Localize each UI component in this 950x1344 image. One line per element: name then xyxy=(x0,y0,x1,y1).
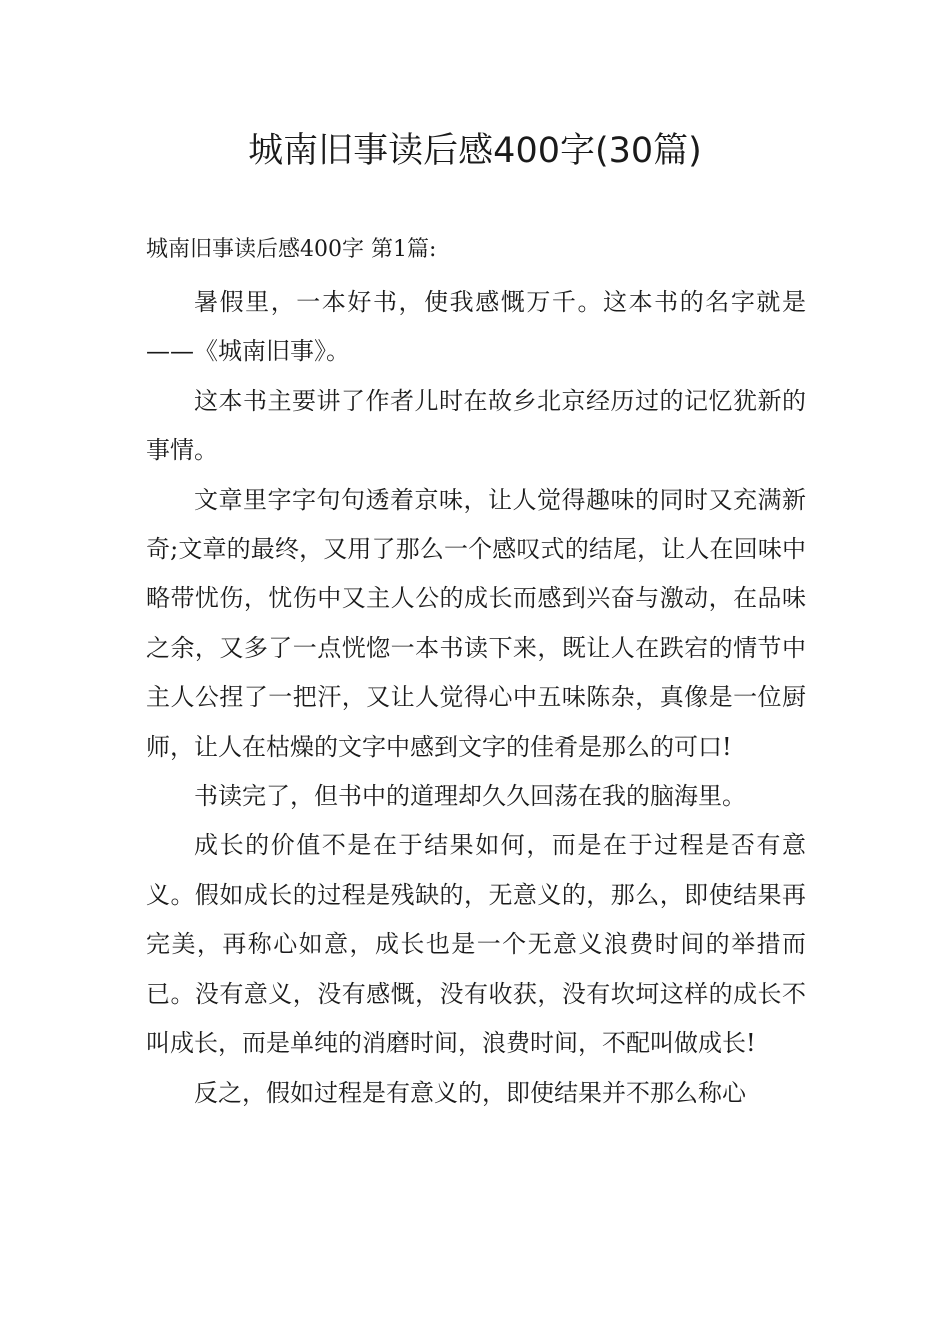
paragraph: 文章里字字句句透着京味，让人觉得趣味的同时又充满新奇;文章的最终，又用了那么一个感叹式的结尾，让人在回味中略带忧伤，忧伤中又主人公的成长而感到兴奋与激动，在品味之余，又多了一点恍惚一本书读下来，既让人在跌宕的情节中主人公捏了一把汗，又让人觉得心中五味陈杂，真像是一位厨师，让人在枯燥的文字中感到文字的佳肴是那么的可口! xyxy=(146,485,806,761)
paragraph: 这本书主要讲了作者儿时在故乡北京经历过的记忆犹新的事情。 xyxy=(146,386,806,465)
paragraph: 成长的价值不是在于结果如何，而是在于过程是否有意义。假如成长的过程是残缺的，无意义的，那么，即使结果再完美，再称心如意，成长也是一个无意义浪费时间的举措而已。没有意义，没有感慨，没有收获，没有坎坷这样的成长不叫成长，而是单纯的消磨时间，浪费时间，不配叫做成长! xyxy=(146,831,806,1058)
section-heading: 城南旧事读后感400字 第1篇: xyxy=(146,237,437,262)
paragraph: 书读完了，但书中的道理却久久回荡在我的脑海里。 xyxy=(194,782,746,811)
paragraph: 反之，假如过程是有意义的，即使结果并不那么称心 xyxy=(194,1078,746,1107)
document-title: 城南旧事读后感400字(30篇) xyxy=(248,131,702,171)
paragraph: 暑假里，一本好书，使我感慨万千。这本书的名字就是——《城南旧事》。 xyxy=(146,288,806,366)
body-text xyxy=(146,278,806,1118)
